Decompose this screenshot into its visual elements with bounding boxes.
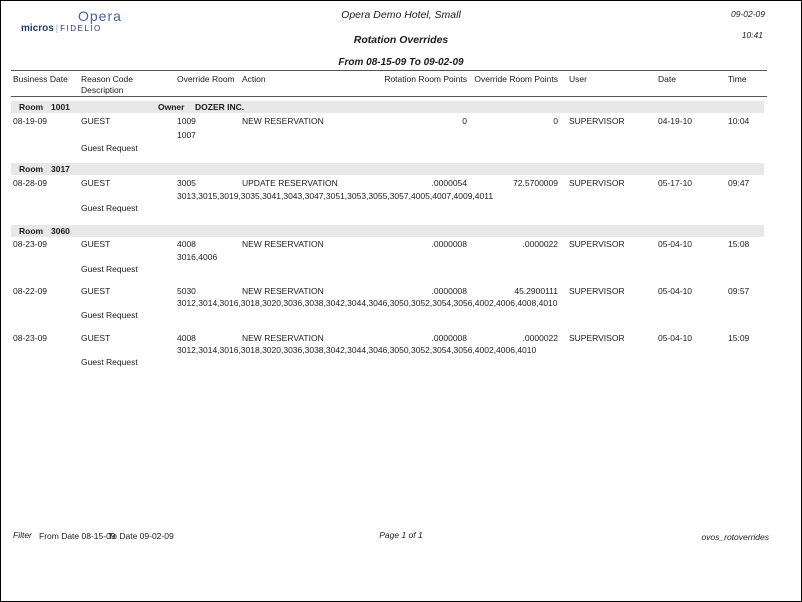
col-override-room: Override Room (177, 74, 235, 84)
business-date-cell: 08-23-09 (13, 239, 48, 249)
rotation-points-cell: .0000008 (431, 239, 467, 249)
action-cell: NEW RESERVATION (242, 333, 324, 343)
group-room-label: Room (19, 226, 44, 236)
report-title: Rotation Overrides (353, 34, 449, 46)
col-rotation-points: Rotation Room Points (384, 74, 467, 84)
filter-from-date: From Date 08-15-09 (39, 531, 116, 541)
extra-rooms-cell: 3012,3014,3016,3018,3020,3036,3038,3042,3044,3046,3050,3052,3054,3056,4002,4006,4010 (177, 345, 537, 355)
date-cell: 05-17-10 (658, 178, 693, 188)
action-cell: NEW RESERVATION (242, 239, 324, 249)
reason-code-cell: GUEST (81, 116, 111, 126)
print-time: 10:41 (741, 30, 763, 40)
reason-description-row (1, 357, 801, 369)
col-override-points: Override Room Points (474, 74, 558, 84)
col-action: Action (242, 74, 266, 84)
reason-description-cell: Guest Request (81, 143, 138, 153)
override-room-cell: 1009 (177, 116, 196, 126)
opera-logo: Opera (78, 8, 122, 24)
filter-to-date: To Date 09-02-09 (108, 531, 174, 541)
date-cell: 05-04-10 (658, 286, 693, 296)
report-date-range: From 08-15-09 To 09-02-09 (338, 57, 464, 68)
business-date-cell: 08-23-09 (13, 333, 48, 343)
reason-code-cell: GUEST (81, 286, 111, 296)
action-cell: NEW RESERVATION (242, 286, 324, 296)
override-points-cell: 0 (553, 116, 558, 126)
user-cell: SUPERVISOR (569, 239, 625, 249)
micros-logo-text: micros (21, 23, 54, 34)
reason-description-cell: Guest Request (81, 264, 138, 274)
table-row (1, 116, 801, 128)
group-room-label: Room (19, 102, 44, 112)
reason-code-cell: GUEST (81, 178, 111, 188)
user-cell: SUPERVISOR (569, 116, 625, 126)
group-header-room-3060 (11, 225, 764, 237)
user-cell: SUPERVISOR (569, 178, 625, 188)
extra-rooms-cell: 1007 (177, 130, 196, 140)
rotation-points-cell: 0 (462, 116, 467, 126)
action-cell: UPDATE RESERVATION (242, 178, 338, 188)
group-header-room-3017 (11, 163, 764, 175)
override-points-cell: 45.2900111 (514, 286, 558, 296)
override-points-cell: .0000022 (522, 239, 558, 249)
print-date: 09-02-09 (730, 9, 765, 19)
fidelio-logo-text: FIDELIO (60, 24, 102, 33)
col-description: Description (81, 85, 124, 95)
reason-description-row (1, 203, 801, 215)
group-header-room-1001 (11, 101, 764, 113)
column-header-row2 (1, 85, 801, 97)
reason-description-cell: Guest Request (81, 310, 138, 320)
override-room-cell: 5030 (177, 286, 196, 296)
business-date-cell: 08-28-09 (13, 178, 48, 188)
override-room-cell: 4008 (177, 239, 196, 249)
group-room-label: Room (19, 164, 44, 174)
extra-rooms-row (1, 130, 801, 142)
header-rule-top (11, 70, 767, 71)
override-room-cell: 4008 (177, 333, 196, 343)
business-date-cell: 08-22-09 (13, 286, 48, 296)
extra-rooms-row (1, 191, 801, 203)
page-number: Page 1 of 1 (379, 530, 423, 540)
time-cell: 09:47 (728, 178, 750, 188)
date-cell: 05-04-10 (658, 239, 693, 249)
reason-description-row (1, 310, 801, 322)
col-business-date: Business Date (13, 74, 68, 84)
extra-rooms-row (1, 298, 801, 310)
col-time: Time (728, 74, 747, 84)
business-date-cell: 08-19-09 (13, 116, 48, 126)
reason-description-cell: Guest Request (81, 203, 138, 213)
action-cell: NEW RESERVATION (242, 116, 324, 126)
rotation-points-cell: .0000054 (431, 178, 467, 188)
group-room-number: 3060 (51, 226, 70, 236)
override-room-cell: 3005 (177, 178, 196, 188)
table-row (1, 286, 801, 298)
table-row (1, 333, 801, 345)
extra-rooms-row (1, 252, 801, 264)
time-cell: 15:08 (728, 239, 750, 249)
reason-description-row (1, 264, 801, 276)
reason-description-row (1, 143, 801, 155)
group-room-number: 1001 (51, 102, 70, 112)
time-cell: 15:09 (728, 333, 750, 343)
reason-code-cell: GUEST (81, 333, 111, 343)
extra-rooms-cell: 3016,4006 (177, 252, 218, 262)
hotel-name: Opera Demo Hotel, Small (341, 9, 461, 21)
col-date: Date (658, 74, 676, 84)
reason-description-cell: Guest Request (81, 357, 138, 367)
group-owner-label: Owner (158, 102, 185, 112)
group-room-number: 3017 (51, 164, 70, 174)
table-row (1, 178, 801, 190)
user-cell: SUPERVISOR (569, 286, 625, 296)
extra-rooms-cell: 3012,3014,3016,3018,3020,3036,3038,3042,3044,3046,3050,3052,3054,3056,4002,4006,4008,4010 (177, 298, 558, 308)
date-cell: 05-04-10 (658, 333, 693, 343)
rotation-points-cell: .0000008 (431, 286, 467, 296)
override-points-cell: .0000022 (522, 333, 558, 343)
extra-rooms-row (1, 345, 801, 357)
report-id: ovos_rotoverrides (701, 532, 769, 542)
time-cell: 10:04 (728, 116, 750, 126)
filter-label: Filter (13, 530, 32, 540)
col-user: User (569, 74, 587, 84)
micros-fidelio-logo (21, 23, 102, 34)
date-cell: 04-19-10 (658, 116, 693, 126)
group-owner-name: DOZER INC. (195, 102, 245, 112)
col-reason-code: Reason Code (81, 74, 133, 84)
override-points-cell: 72.5700009 (513, 178, 558, 188)
logo-divider: | (55, 23, 59, 33)
table-row (1, 239, 801, 251)
user-cell: SUPERVISOR (569, 333, 625, 343)
time-cell: 09:57 (728, 286, 750, 296)
extra-rooms-cell: 3013,3015,3019,3035,3041,3043,3047,3051,3053,3055,3057,4005,4007,4009,4011 (177, 191, 494, 201)
reason-code-cell: GUEST (81, 239, 111, 249)
rotation-points-cell: .0000008 (431, 333, 467, 343)
